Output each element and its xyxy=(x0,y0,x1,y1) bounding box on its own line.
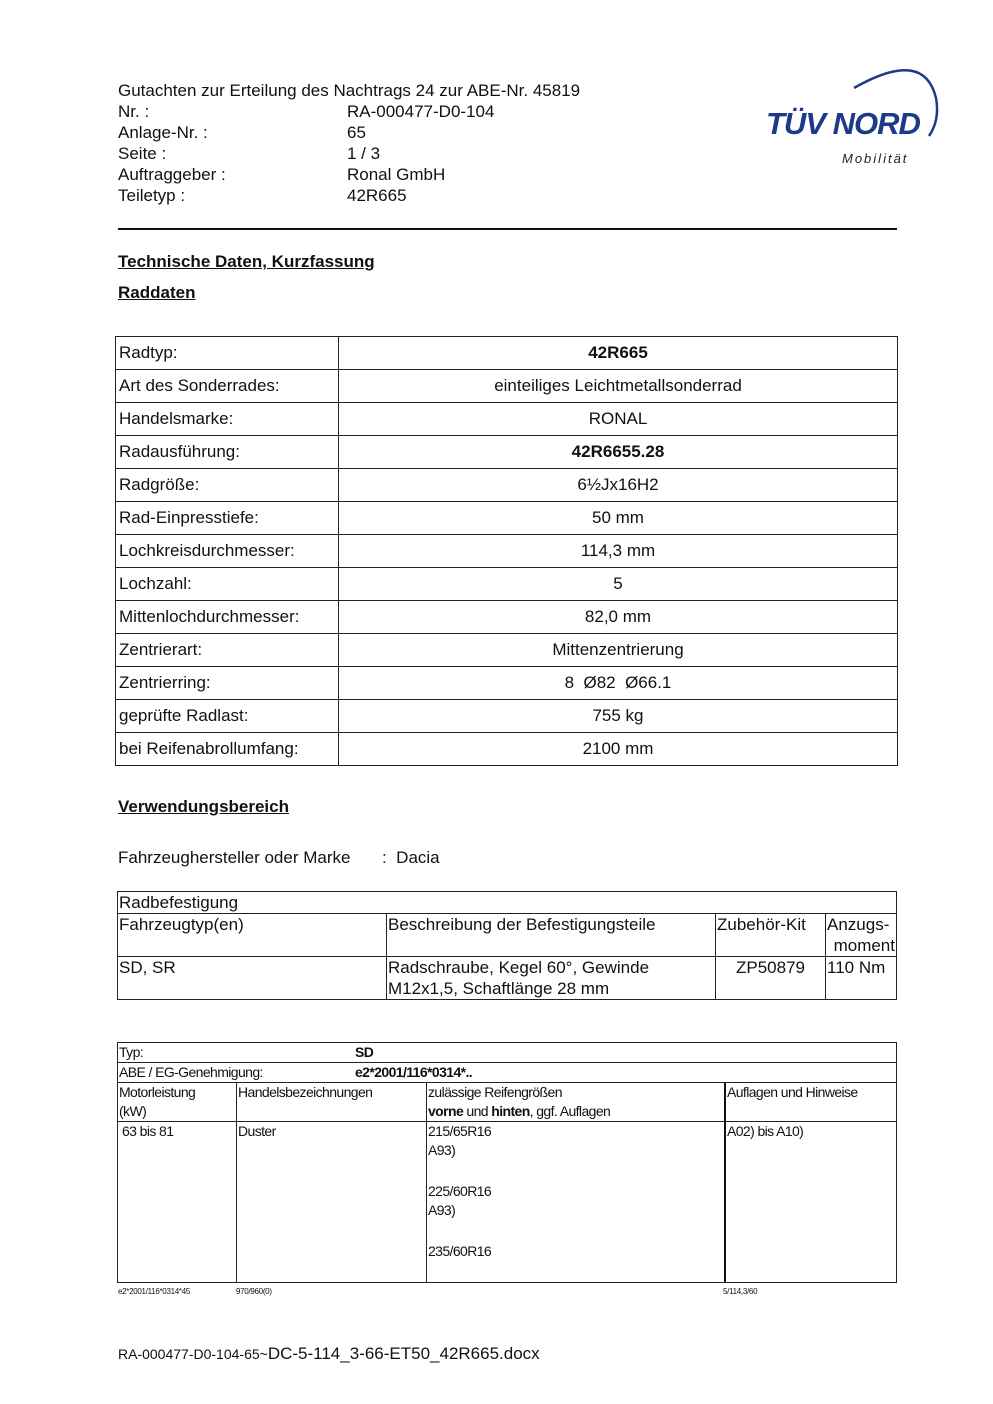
beschreibung-line: Radschraube, Kegel 60°, Gewinde xyxy=(388,958,650,977)
footer-bolt-code: 5/114,3/60 xyxy=(723,1287,758,1296)
header-row-nr xyxy=(118,101,580,122)
header-auflagen: Auflagen und Hinweise xyxy=(725,1083,897,1122)
header-value: 65 xyxy=(347,123,366,142)
document-reference xyxy=(118,1344,540,1364)
row-label: Lochkreisdurchmesser: xyxy=(116,535,339,568)
header-row-teiletyp xyxy=(118,185,580,206)
row-label: geprüfte Radlast: xyxy=(116,700,339,733)
typ-header-row xyxy=(118,1083,897,1122)
row-value: 8 Ø82 Ø66.1 xyxy=(339,667,898,700)
header-zubehoer: Zubehör-Kit xyxy=(716,914,826,957)
table-row xyxy=(116,469,898,502)
hersteller-value: : Dacia xyxy=(382,848,440,867)
cell-kit: ZP50879 xyxy=(716,957,826,1000)
table-header-row xyxy=(118,914,897,957)
row-value: RONAL xyxy=(339,403,898,436)
beschreibung-line: M12x1,5, Schaftlänge 28 mm xyxy=(388,979,610,998)
row-label: Art des Sonderrades: xyxy=(116,370,339,403)
und-label: und xyxy=(463,1103,492,1119)
header-label: Teiletyp : xyxy=(118,186,186,205)
section-title: Technische Daten, Kurzfassung xyxy=(118,252,375,271)
row-label: Radgröße: xyxy=(116,469,339,502)
typ-row xyxy=(118,1043,897,1063)
header-anzug-line2: moment xyxy=(833,936,895,955)
table-row xyxy=(116,667,898,700)
row-label: Radtyp: xyxy=(116,337,339,370)
reifen-line: 225/60R16 xyxy=(428,1183,492,1199)
header-label: Nr. : xyxy=(118,102,150,121)
header-value: RA-000477-D0-104 xyxy=(347,102,495,121)
row-value: 6½Jx16H2 xyxy=(339,469,898,502)
table-row xyxy=(116,370,898,403)
cell-beschreibung xyxy=(387,957,716,1000)
cell-auflagen: A02) bis A10) xyxy=(725,1122,897,1283)
header-row-auftraggeber xyxy=(118,164,580,185)
vorne-label: vorne xyxy=(428,1103,464,1119)
reifen-line: 235/60R16 xyxy=(428,1243,492,1259)
radbefestigung-title: Radbefestigung xyxy=(118,892,897,914)
fahrzeughersteller-line xyxy=(118,848,440,868)
abe-label: ABE / EG-Genehmigung: xyxy=(119,1064,263,1080)
footer-weight-code: 970/960(0) xyxy=(236,1287,272,1296)
table-row xyxy=(118,957,897,1000)
header-reifen-line2 xyxy=(428,1102,723,1121)
header-value: 42R665 xyxy=(347,186,407,205)
table-row xyxy=(116,634,898,667)
cell-handels: Duster xyxy=(237,1122,427,1283)
docref-prefix: RA-000477-D0-104-65~ xyxy=(118,1346,268,1362)
row-value: 114,3 mm xyxy=(339,535,898,568)
row-label: Zentrierring: xyxy=(116,667,339,700)
document-title: Gutachten zur Erteilung des Nachtrags 24 zur ABE-Nr. 45819 xyxy=(118,81,581,100)
typ-cell xyxy=(118,1043,897,1063)
row-value: einteiliges Leichtmetallsonderrad xyxy=(339,370,898,403)
abe-row xyxy=(118,1063,897,1083)
header-motor-line1: Motorleistung xyxy=(119,1084,196,1100)
row-label: Zentrierart: xyxy=(116,634,339,667)
row-label: Handelsmarke: xyxy=(116,403,339,436)
table-row xyxy=(116,436,898,469)
table-row xyxy=(116,403,898,436)
cell-reifen xyxy=(427,1122,726,1283)
typ-data-row xyxy=(118,1122,897,1283)
header-row-seite xyxy=(118,143,580,164)
reifen-line: A93) xyxy=(428,1142,456,1158)
footer-approval-code: e2*2001/116*0314*45 xyxy=(118,1287,191,1296)
hersteller-label: Fahrzeughersteller oder Marke xyxy=(118,848,351,867)
header-reifen xyxy=(427,1083,726,1122)
abe-cell xyxy=(118,1063,897,1083)
header-handels: Handelsbezeichnungen xyxy=(237,1083,427,1122)
row-value: 755 kg xyxy=(339,700,898,733)
raddaten-table xyxy=(115,336,898,766)
verwendung-title: Verwendungsbereich xyxy=(118,797,289,816)
reifen-line: 215/65R16 xyxy=(428,1123,492,1139)
raddaten-title: Raddaten xyxy=(118,283,196,302)
abe-value: e2*2001/116*0314*.. xyxy=(355,1064,473,1080)
row-value: Mittenzentrierung xyxy=(339,634,898,667)
typ-table xyxy=(117,1042,897,1283)
table-row xyxy=(116,568,898,601)
hinten-label: hinten xyxy=(491,1103,530,1119)
reifen-line xyxy=(428,1220,723,1242)
cell-motor: 63 bis 81 xyxy=(118,1122,237,1283)
header-label: Anlage-Nr. : xyxy=(118,123,208,142)
header-value: Ronal GmbH xyxy=(347,165,446,184)
auflagen-suffix: , ggf. Auflagen xyxy=(529,1103,611,1119)
typ-label: Typ: xyxy=(119,1044,144,1060)
table-row xyxy=(116,601,898,634)
row-label: Lochzahl: xyxy=(116,568,339,601)
logo-subtitle: Mobilität xyxy=(842,151,909,166)
header-row-anlage xyxy=(118,122,580,143)
row-value: 2100 mm xyxy=(339,733,898,766)
header-motor xyxy=(118,1083,237,1122)
table-row xyxy=(116,337,898,370)
row-label: Mittenlochdurchmesser: xyxy=(116,601,339,634)
cell-moment: 110 Nm xyxy=(826,957,897,1000)
reifen-line: A93) xyxy=(428,1202,456,1218)
tuv-nord-logo xyxy=(764,58,944,173)
row-value: 82,0 mm xyxy=(339,601,898,634)
row-value: 50 mm xyxy=(339,502,898,535)
row-label: Radausführung: xyxy=(116,436,339,469)
row-label: bei Reifenabrollumfang: xyxy=(116,733,339,766)
header-reifen-line1: zulässige Reifengrößen xyxy=(428,1084,562,1100)
document-header xyxy=(118,80,580,206)
header-anzugsmoment xyxy=(826,914,897,957)
header-label: Auftraggeber : xyxy=(118,165,226,184)
header-anzug-line1: Anzugs- xyxy=(827,915,890,934)
header-divider xyxy=(118,228,897,230)
header-fahrzeugtyp: Fahrzeugtyp(en) xyxy=(118,914,387,957)
header-beschreibung: Beschreibung der Befestigungsteile xyxy=(387,914,716,957)
table-row xyxy=(116,502,898,535)
header-value: 1 / 3 xyxy=(347,144,381,163)
table-row xyxy=(116,733,898,766)
typ-value: SD xyxy=(355,1044,374,1060)
header-label: Seite : xyxy=(118,144,167,163)
row-label: Rad-Einpresstiefe: xyxy=(116,502,339,535)
cell-fahrzeugtyp: SD, SR xyxy=(118,957,387,1000)
row-value: 42R665 xyxy=(339,337,898,370)
logo-brand: TÜV NORD xyxy=(766,106,920,141)
radbefestigung-table xyxy=(117,891,897,1000)
row-value: 42R6655.28 xyxy=(339,436,898,469)
docref-filename: DC-5-114_3-66-ET50_42R665.docx xyxy=(267,1344,540,1363)
reifen-line xyxy=(428,1160,723,1182)
table-row xyxy=(118,892,897,914)
table-row xyxy=(116,535,898,568)
table-row xyxy=(116,700,898,733)
row-value: 5 xyxy=(339,568,898,601)
header-motor-line2: (kW) xyxy=(119,1103,147,1119)
